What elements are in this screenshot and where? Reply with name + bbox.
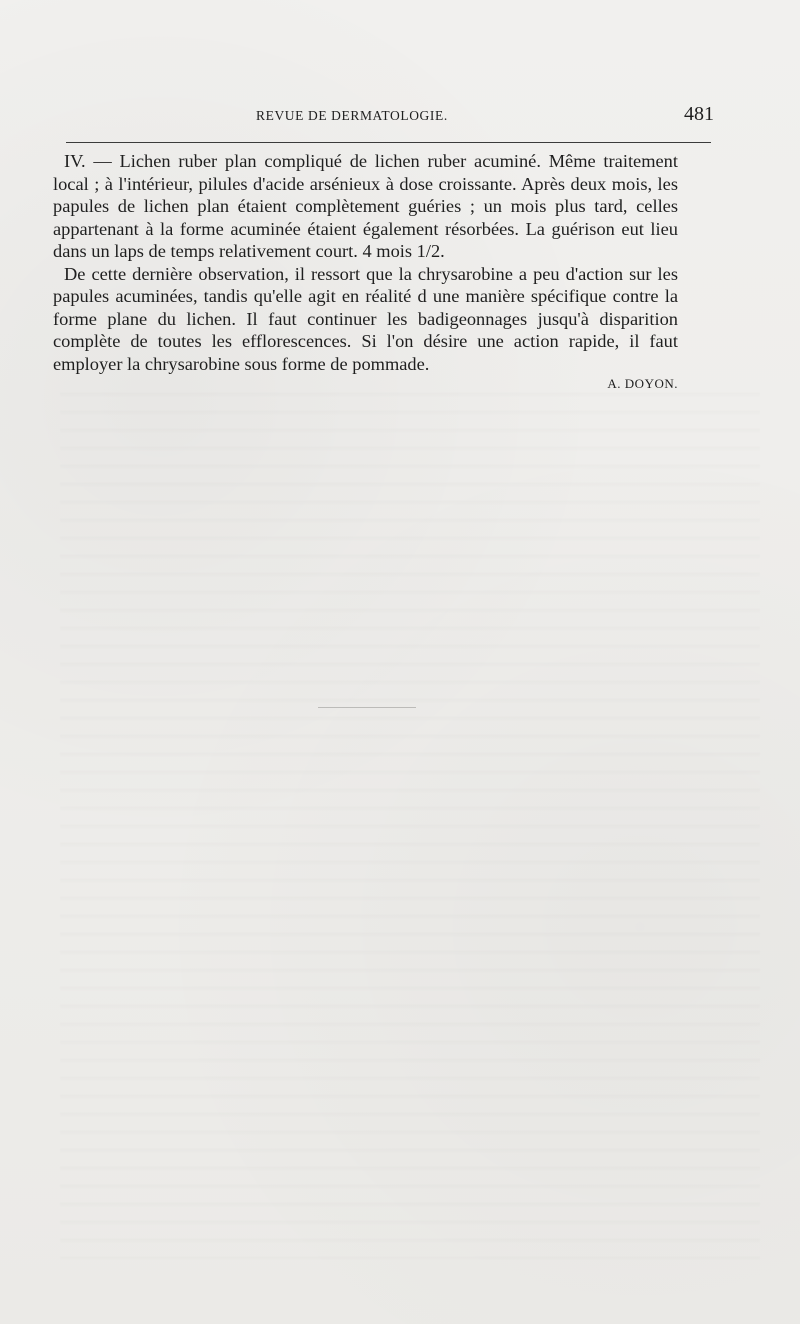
paragraph-conclusion: De cette dernière observation, il ressort que la chrysarobine a peu d'action sur les papules acuminées, tandis qu'elle agit en réalité d une manière spécifique contre la forme plane du lichen. Il faut continuer les badigeonnages jusqu'à disparition complète de toutes les efflorescences. Si l'on désire une action rapide, il faut employer la chrysarobine sous forme de pommade. (53, 263, 678, 374)
page-number: 481 (684, 103, 714, 125)
header-rule (66, 142, 711, 143)
journal-title: REVUE DE DERMATOLOGIE. (256, 108, 448, 123)
paragraph-case-iv: IV. — Lichen ruber plan compliqué de lichen ruber acuminé. Même traitement local ; à l'intérieur, pilules d'acide arsénieux à dose croissante. Après deux mois, les papules de lichen plan étaient complètement guéries ; un mois plus tard, celles appartenant à la forme acuminée étaient également résorbées. La guérison eut lieu dans un laps de temps relativement court. 4 mois 1/2. (53, 151, 678, 261)
running-header (66, 100, 714, 130)
bleed-through-texture (60, 380, 760, 1260)
author-signature: A. DOYON. (607, 376, 678, 391)
article-body (53, 150, 678, 393)
faint-divider (318, 707, 416, 708)
